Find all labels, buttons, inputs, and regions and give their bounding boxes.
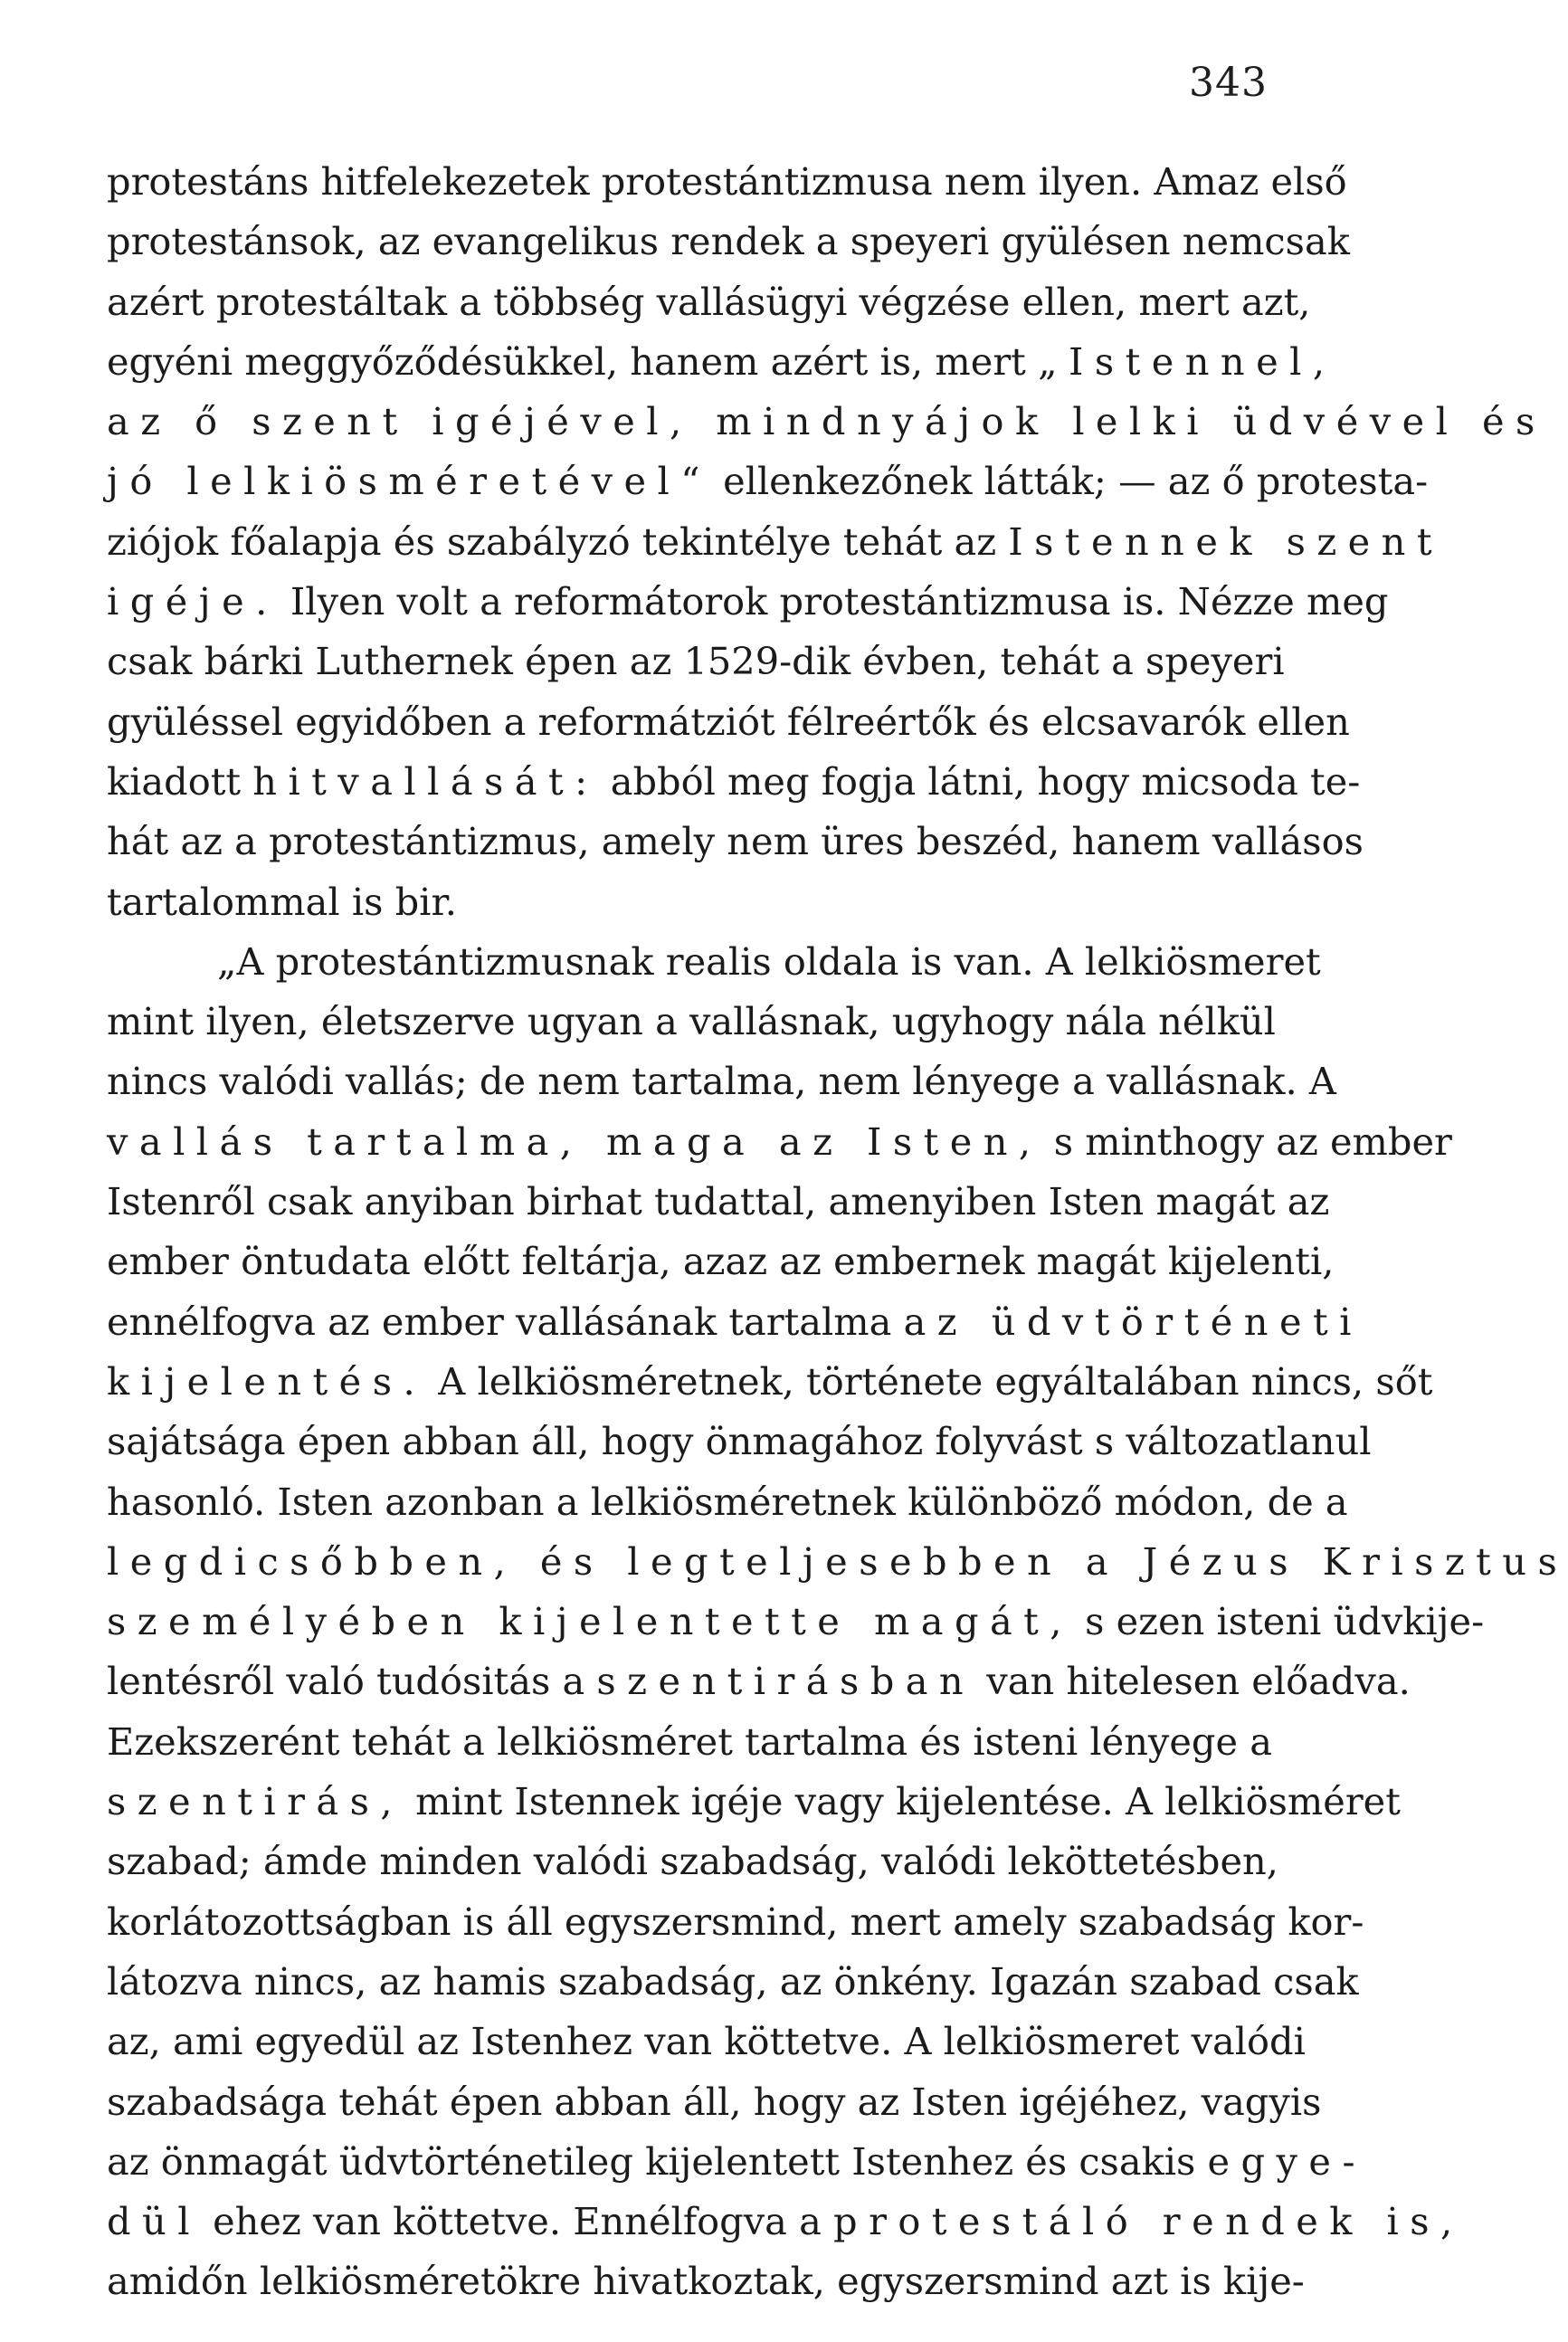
text-line: protestánsok, az evangelikus rendek a speyeri gyülésen nemcsak: [107, 219, 1350, 264]
text-line: [107, 2192, 1464, 2252]
text-line: [107, 1352, 1433, 1412]
text-line: legdicsőbben, és legteljesebben a Jézus Krisztus: [107, 1538, 1568, 1584]
text-line: ember öntudata előtt feltárja, azaz az embernek magát kijelenti,: [107, 1239, 1335, 1284]
spaced-emphasis: szentirásban: [596, 1659, 975, 1704]
text-segment: mint Istennek igéje vagy kijelentése. A lelkiösméret: [403, 1779, 1401, 1824]
text-line: az, ami egyedül az Istenhez van köttetve. A lelkiösmeret valódi: [107, 2019, 1306, 2064]
spaced-emphasis: vallás tartalma, maga az Isten,: [107, 1119, 1042, 1164]
text-line: csak bárki Luthernek épen az 1529-dik évben, tehát a speyeri: [107, 639, 1285, 684]
page-body: [107, 152, 1568, 2312]
text-segment: s ezen isteni üdvkije-: [1072, 1599, 1485, 1644]
spaced-emphasis: szentirás,: [107, 1779, 404, 1824]
spaced-emphasis: személyében kijelentette magát,: [107, 1599, 1073, 1644]
text-line: hasonló. Isten azonban a lelkiösméretnek különböző módon, de a: [107, 1479, 1348, 1524]
spaced-emphasis: hitvallását:: [252, 758, 599, 804]
paragraph-2: [107, 932, 1568, 2312]
spaced-emphasis: dül: [107, 2199, 201, 2244]
text-line: [107, 332, 1336, 392]
text-segment: van hitelesen előadva.: [974, 1659, 1411, 1704]
text-line: hát az a protestántizmus, amely nem üres beszéd, hanem vallásos: [107, 819, 1364, 864]
text-line: gyüléssel egyidőben a reformátziót félreértők és elcsavarók ellen: [107, 699, 1350, 744]
text-line: nincs valódi vallás; de nem tartalma, nem lényege a vallásnak. A: [107, 1059, 1336, 1104]
text-line: mint ilyen, életszerve ugyan a vallásnak, ugyhogy nála nélkül: [107, 999, 1276, 1044]
text-line: protestáns hitfelekezetek protestántizmusa nem ilyen. Amaz első: [107, 159, 1347, 204]
text-segment: ellenkezőnek látták; — az ő protesta-: [710, 459, 1429, 504]
text-line: Ezekszerént tehát a lelkiösméret tartalma és isteni lényege a: [107, 1718, 1272, 1764]
spaced-emphasis: egye-: [1207, 2138, 1366, 2184]
text-line: [107, 1112, 1452, 1172]
text-line: tartalommal is bir.: [107, 879, 457, 924]
text-line: amidőn lelkiösméretökre hivatkoztak, egyszersmind azt is kije-: [107, 2259, 1305, 2304]
text-line: „A protestántizmusnak realis oldala is van. A lelkiösmeret: [217, 938, 1321, 984]
paragraph-1: [107, 152, 1546, 932]
text-segment: s minthogy az ember: [1041, 1119, 1452, 1164]
spaced-emphasis: jó lelkiösméretével“: [107, 459, 711, 504]
text-segment: ehez van köttetve. Ennélfogva a: [200, 2199, 834, 2244]
text-line: [107, 572, 1389, 632]
text-line: Istenről csak anyiban birhat tudattal, amenyiben Isten magát az: [107, 1179, 1330, 1224]
text-line: az ő szent igéjével, mindnyájok lelki üdvével és: [107, 399, 1546, 444]
text-segment: ziójok főalapja és szabályzó tekintélye tehát az: [107, 519, 1009, 564]
text-line: szabadsága tehát épen abban áll, hogy az Isten igéjéhez, vagyis: [107, 2079, 1322, 2124]
text-segment: az önmagát üdvtörténetileg kijelentett Istenhez és csakis: [107, 2138, 1208, 2184]
spaced-emphasis: kijelentés.: [107, 1358, 427, 1404]
text-line: [107, 752, 1361, 812]
text-segment: lentésről való tudósitás a: [107, 1659, 597, 1704]
text-line: [107, 512, 1443, 572]
text-line: [107, 1292, 1363, 1352]
text-line: [107, 452, 1429, 511]
text-segment: A lelkiösméretnek, története egyáltalában nincs, sőt: [426, 1358, 1433, 1404]
page-number: 343: [1189, 60, 1268, 106]
text-line: korlátozottságban is áll egyszersmind, mert amely szabadság kor-: [107, 1899, 1364, 1944]
text-line: sajátsága épen abban áll, hogy önmagához folyvást s változatlanul: [107, 1419, 1372, 1464]
spaced-emphasis: Istennek szent: [1008, 519, 1443, 564]
text-line: [107, 1652, 1411, 1711]
text-line: [107, 2132, 1366, 2192]
spaced-emphasis: az üdvtörténeti: [903, 1299, 1363, 1344]
text-line: [107, 1772, 1401, 1832]
spaced-emphasis: „Istennel,: [1038, 338, 1336, 384]
spaced-emphasis: igéje.: [107, 579, 279, 624]
text-segment: kiadott: [107, 758, 253, 804]
text-line: szabad; ámde minden valódi szabadság, valódi leköttetésben,: [107, 1839, 1278, 1884]
spaced-emphasis: protestáló rendek is,: [833, 2199, 1464, 2244]
text-line: látozva nincs, az hamis szabadság, az önkény. Igazán szabad csak: [107, 1958, 1359, 2004]
text-line: azért protestáltak a többség vallásügyi végzése ellen, mert azt,: [107, 279, 1311, 324]
text-segment: Ilyen volt a reformátorok protestántizmusa is. Nézze meg: [278, 579, 1389, 624]
text-segment: egyéni meggyőződésükkel, hanem azért is, mert: [107, 338, 1039, 384]
text-segment: abból meg fogja látni, hogy micsoda te-: [598, 758, 1361, 804]
text-line: [107, 1592, 1485, 1652]
text-segment: ennélfogva az ember vallásának tartalma: [107, 1299, 904, 1344]
